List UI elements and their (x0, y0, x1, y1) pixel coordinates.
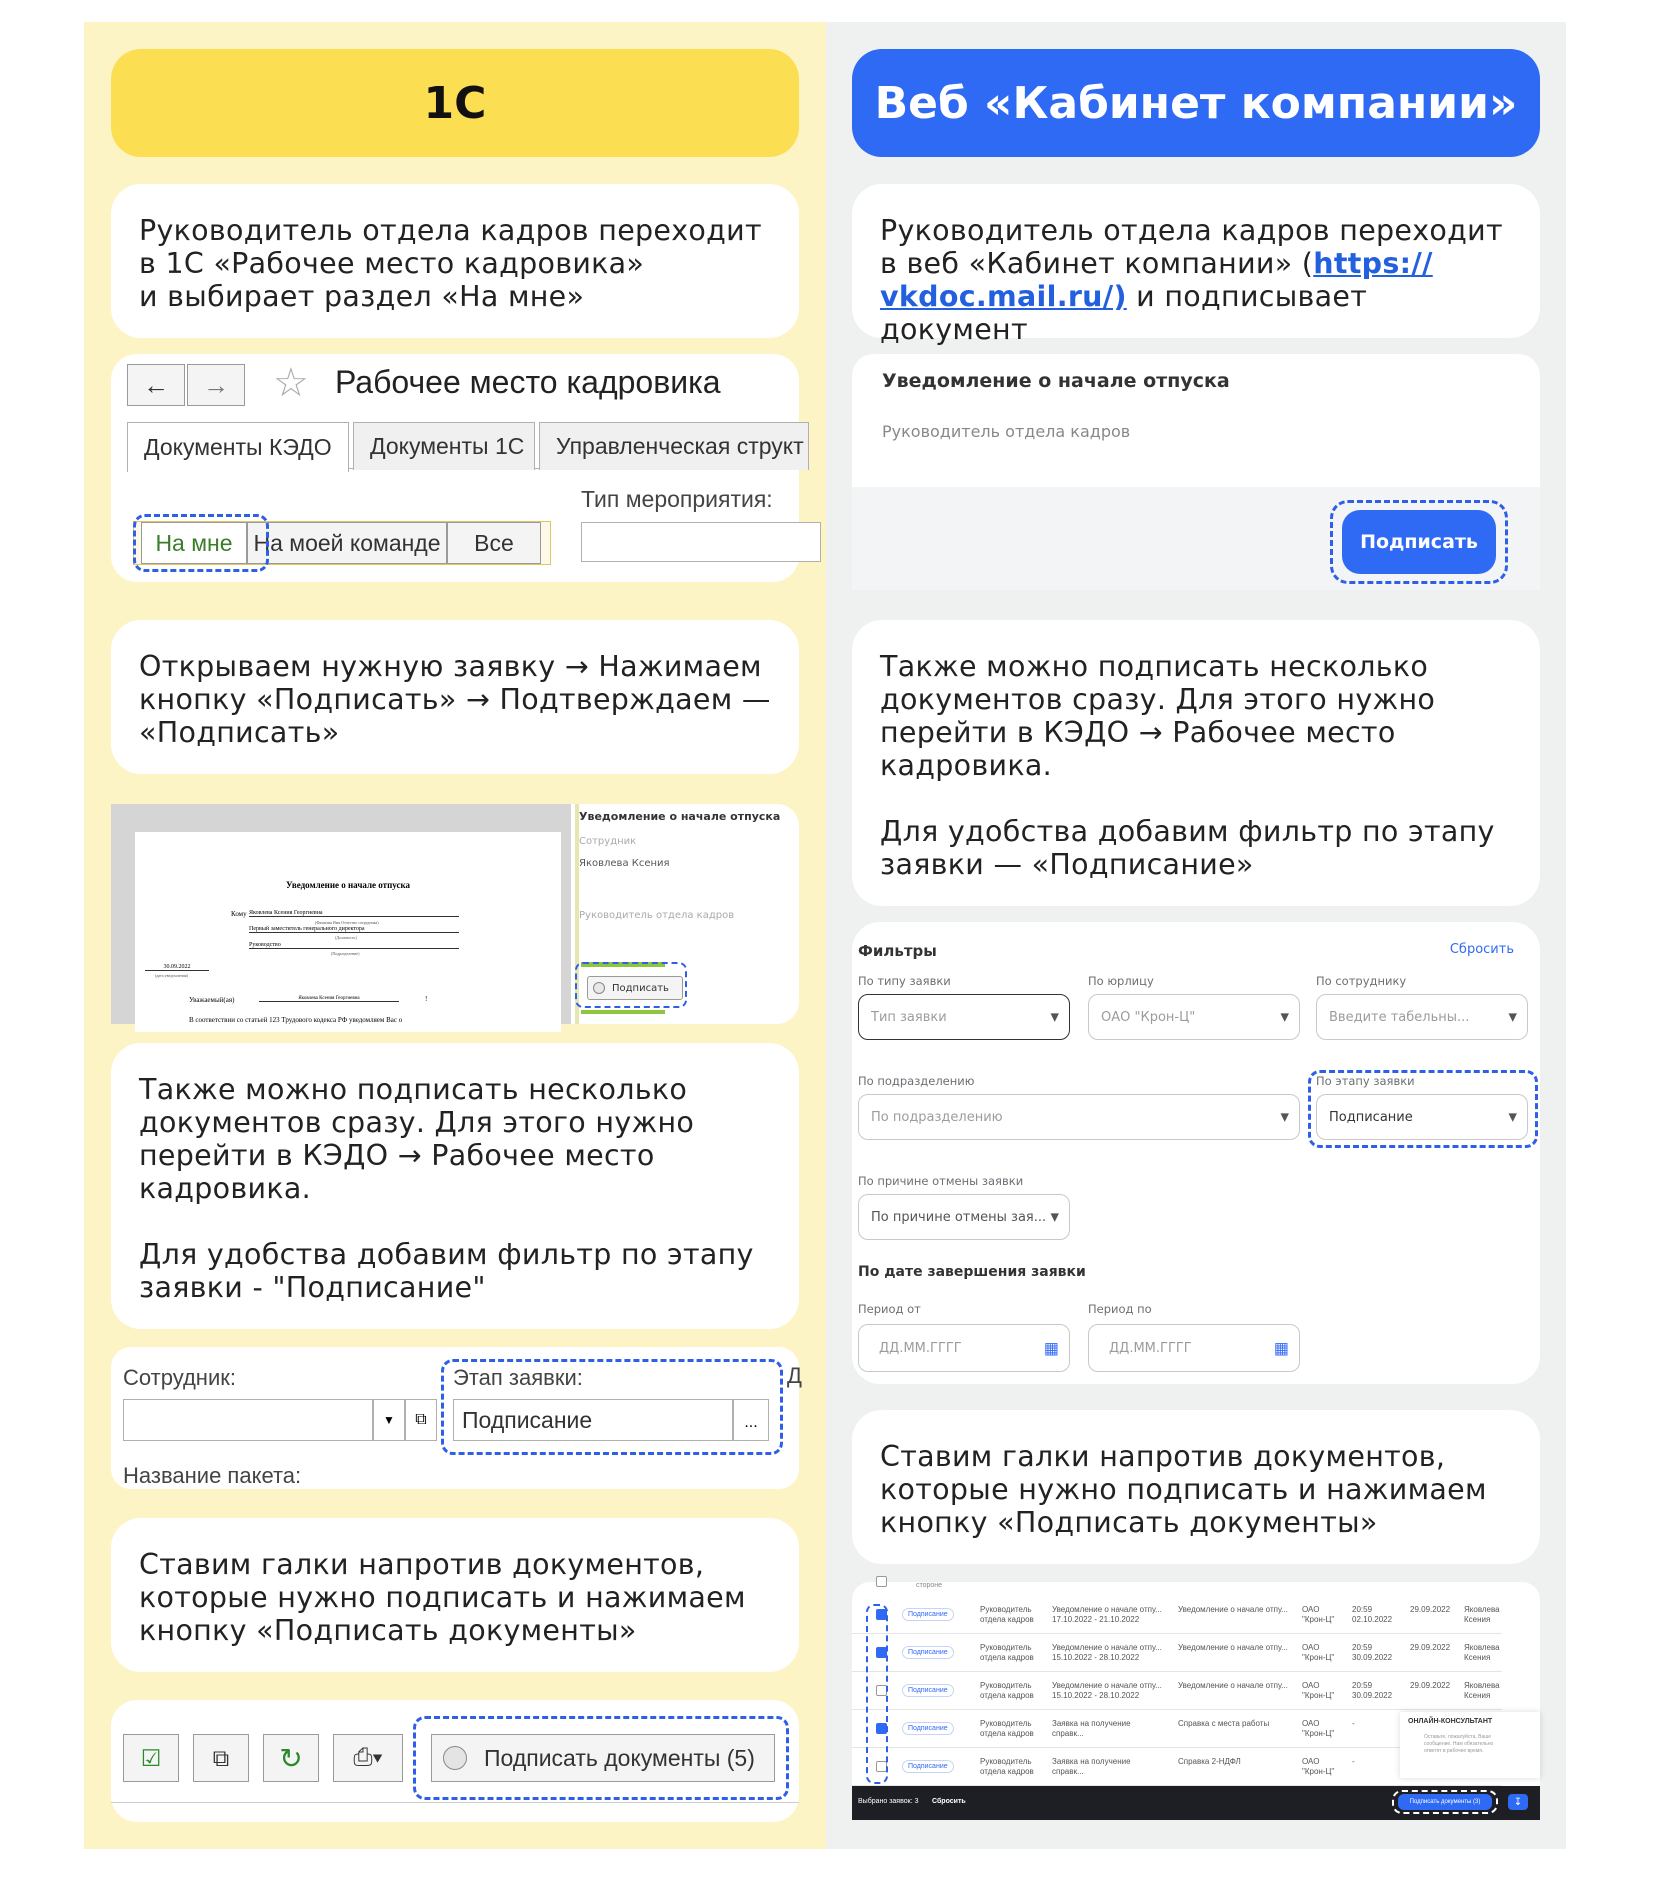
highlight-checkboxes (866, 1604, 888, 1784)
step-1c-3-card (111, 1043, 799, 1329)
notice-role: Руководитель отдела кадров (882, 422, 1131, 441)
filter-my-team[interactable]: На моей команде (247, 522, 447, 564)
step-1c-4-card (111, 1518, 799, 1672)
back-icon[interactable]: ← (127, 364, 185, 406)
step-1c-4-text: Ставим галки напротив документов, которые нужно подписать и нажимаем кнопку «Подписать документы» (139, 1548, 746, 1647)
stage-input[interactable]: Подписание (453, 1399, 733, 1441)
stage-select-button[interactable]: ... (733, 1399, 769, 1441)
copy-icon[interactable]: ⧉ (193, 1734, 249, 1782)
open-icon[interactable]: ⧉ (405, 1399, 437, 1441)
filters-reset-link[interactable]: Сбросить (1449, 942, 1514, 957)
highlight-sign-documents-1c (413, 1716, 789, 1800)
chevron-down-icon: ▼ (1280, 1010, 1289, 1024)
tab-documents-kedo[interactable]: Документы КЭДО (127, 422, 349, 472)
screenshot-web-filters: Фильтры Сбросить По типу заявки Тип заявки ▼ По юрлицу ОАО "Крон-Ц" ▼ По сотруднику Введите табельны... ▼ По подразделению По подразделению ▼ По этапу заявки Подписание ▼ По причине отмены заявки По причине отмены зая... ▼ По дате завершения заявки Период от ДД.ММ.ГГГГ ▦ Период по ДД.ММ.ГГГГ ▦ (852, 922, 1540, 1384)
tab-documents-1c[interactable]: Документы 1С (353, 422, 535, 470)
refresh-icon[interactable]: ↻ (263, 1734, 319, 1782)
notice-title: Уведомление о начале отпуска (882, 370, 1230, 392)
stage-label: Этап заявки: (453, 1365, 583, 1390)
screenshot-web-notice (852, 354, 1540, 590)
filter-all[interactable]: Все (447, 522, 541, 564)
highlight-on-me (133, 514, 269, 572)
entity-select[interactable]: ОАО "Крон-Ц" ▼ (1088, 994, 1300, 1040)
filters-title: Фильтры (858, 942, 937, 960)
highlight-stage (441, 1359, 783, 1455)
star-icon[interactable]: ☆ (273, 361, 309, 405)
window-title: Рабочее место кадровика (335, 364, 721, 400)
screenshot-1c-workplace (111, 354, 804, 582)
document-page: Уведомление о начале отпуска Кому Яковлева Ксения Георгиевна (Фамилия Имя Отчество сотрудника) Первый заместитель генерального директора (Должность) Руководство (Подразделение) 30.09.2022 (дата уведомления) Уважаемый(ая) Яковлева Ксения Георгиевна ! В соответствии со статьей 123 Трудового кодекса РФ уведомляем Вас о (135, 832, 561, 1032)
step-web-3-text: Ставим галки напротив документов, которые нужно подписать и нажимаем кнопку «Подписать документы» (880, 1440, 1487, 1539)
sign-documents-button-1c[interactable]: Подписать документы (5) (431, 1734, 775, 1782)
date-from-input[interactable]: ДД.ММ.ГГГГ ▦ (858, 1324, 1070, 1372)
chevron-down-icon: ▼ (1508, 1110, 1517, 1124)
step-1c-1-text: Руководитель отдела кадров переходит в 1С «Рабочее место кадровика» и выбирает раздел «На мне» (139, 214, 762, 313)
step-web-1-card (852, 184, 1540, 346)
table-row[interactable]: Подписание Руководитель отдела кадров Заявка на получение справк... Справка с места работы ОАО "Крон-Ц" - (852, 1710, 1502, 1748)
sign-button-1c[interactable]: Подписать (587, 976, 683, 1000)
table-row[interactable]: Подписание Руководитель отдела кадров Уведомление о начале отпу... 15.10.2022 - 28.10.2022 Уведомление о начале отпу... ОАО "Крон-Ц" 20:59 30.09.2022 29.09.2022 Яковлева Ксения (852, 1634, 1502, 1672)
step-web-2-card (852, 620, 1540, 906)
screenshot-1c-document: Уведомление о начале отпуска Кому Яковлева Ксения Георгиевна (Фамилия Имя Отчество сотрудника) Первый заместитель генерального директора (Должность) Руководство (Подразделение) 30.09.2022 (дата уведомления) Уважаемый(ая) Яковлева Ксения Георгиевна ! В соответствии со статьей 123 Трудового кодекса РФ уведомляем Вас о Уведомление о начале отпуска Сотрудник Яковлева Ксения Руководитель отдела кадров Подписать (111, 804, 799, 1024)
stage-select[interactable]: Подписание ▼ (1316, 1094, 1528, 1140)
table-row[interactable]: Подписание Руководитель отдела кадров Уведомление о начале отпу... 15.10.2022 - 28.10.2022 Уведомление о начале отпу... ОАО "Крон-Ц" 20:59 30.09.2022 29.09.2022 Яковлева Ксения (852, 1672, 1502, 1710)
side-employee: Яковлева Ксения (579, 858, 670, 869)
event-type-label: Тип мероприятия: (581, 486, 773, 512)
tab-management-structure[interactable]: Управленческая структ (539, 422, 809, 470)
step-1c-3-text: Также можно подписать несколько документов сразу. Для этого нужно перейти в КЭДО → Рабочее место кадровика. Для удобства добавим фильтр по этапу заявки - "Подписание" (139, 1073, 754, 1304)
chevron-down-icon: ▼ (1280, 1110, 1289, 1124)
selection-bar: Выбрано заявок: 3 Сбросить Подписать документы (3) ↧ (852, 1786, 1540, 1820)
chevron-down-icon: ▼ (1508, 1010, 1517, 1024)
employee-label: Сотрудник: (123, 1365, 236, 1390)
selection-reset[interactable]: Сбросить (932, 1798, 966, 1805)
cancel-reason-select[interactable]: По причине отмены зая... ▼ (858, 1194, 1070, 1240)
online-consultant-widget[interactable]: ОНЛАЙН-КОНСУЛЬТАНТ Оставьте, пожалуйста, Ваше сообщение. Нам обязательно ответят в рабочее время. (1400, 1712, 1540, 1778)
screenshot-1c-toolbar (111, 1700, 799, 1822)
step-web-2-text: Также можно подписать несколько документов сразу. Для этого нужно перейти в КЭДО → Рабочее место кадровика. Для удобства добавим фильтр по этапу заявки — «Подписание» (880, 650, 1495, 881)
filter-on-me[interactable]: На мне (141, 522, 247, 564)
header-1c: 1С (111, 49, 799, 157)
chevron-down-icon: ▼ (1050, 1010, 1059, 1024)
table-row[interactable]: Подписание Руководитель отдела кадров Заявка на получение справк... Справка 2-НДФЛ ОАО "Крон-Ц" - (852, 1748, 1502, 1786)
highlight-sign-web (1330, 500, 1508, 584)
side-title: Уведомление о начале отпуска (579, 810, 781, 823)
step-1c-2-card (111, 620, 799, 774)
header-web: Веб «Кабинет компании» (852, 49, 1540, 157)
highlight-sign-1c (575, 962, 687, 1008)
cabinet-link[interactable]: https:// vkdoc.mail.ru/) (880, 247, 1433, 313)
calendar-icon[interactable]: ▦ (1043, 1338, 1059, 1358)
chevron-down-icon: ▼ (1050, 1210, 1059, 1224)
sign-documents-button-web[interactable]: Подписать документы (3) (1398, 1794, 1492, 1810)
event-type-input[interactable] (581, 522, 821, 562)
calendar-icon[interactable]: ▦ (1273, 1338, 1289, 1358)
step-web-1-text: Руководитель отдела кадров переходит в веб «Кабинет компании» (https:// vkdoc.mail.ru/) и подписывает документ (880, 214, 1503, 346)
select-all-icon[interactable]: ☑ (123, 1734, 179, 1782)
department-select[interactable]: По подразделению ▼ (858, 1094, 1300, 1140)
date-to-input[interactable]: ДД.ММ.ГГГГ ▦ (1088, 1324, 1300, 1372)
package-label: Название пакета: (123, 1463, 302, 1488)
document-title: Уведомление о начале отпуска (285, 880, 411, 890)
screenshot-web-table: стороне Подписание Руководитель отдела кадров Уведомление о начале отпу... 17.10.2022 - 21.10.2022 Уведомление о начале отпу... ОАО "Крон-Ц" 20:59 02.10.2022 29.09.2022 Яковлева Ксения Подписание Руководитель отдела кадров Уведомление о начале отпу... 15.10.2022 - 28.10.2022 Уведомление о начале отпу... ОАО "Крон-Ц" 20:59 30.09.2022 29.09.2022 Яковлева Ксения Подписание Руководитель отдела кадров Уведомление о начале отпу... 15.10.2022 - 28.10.2022 Уведомление о начале отпу... ОАО "Крон-Ц" 20:59 30.09.2022 29.09.2022 Яковлева Ксения Подписание Руководитель отдела кадров Заявка на получение справк... Справка с места работы ОАО "Крон-Ц" - Подписание Руководитель отдела кадров Заявка на получение справк... Справка 2-НДФЛ ОАО "Крон-Ц" - ОНЛАЙН-КОНСУЛЬТАНТ Оставьте, пожалуйста, Ваше сообщение. Нам обязательно ответят в рабочее время. Выбрано заявок: 3 Сбросить Подписать документы (3) ↧ (852, 1582, 1540, 1820)
type-select[interactable]: Тип заявки ▼ (858, 994, 1070, 1040)
highlight-stage-web (1308, 1070, 1538, 1148)
date-filter-title: По дате завершения заявки (858, 1264, 1086, 1280)
sign-button-web[interactable]: Подписать (1342, 510, 1496, 574)
download-icon[interactable]: ↧ (1508, 1794, 1528, 1810)
step-web-3-card (852, 1410, 1540, 1564)
employee-input[interactable] (123, 1399, 373, 1441)
print-icon[interactable]: ⎙▾ (333, 1734, 403, 1782)
step-1c-2-text: Открываем нужную заявку → Нажимаем кнопку «Подписать» → Подтверждаем — «Подписать» (139, 650, 771, 749)
table-row[interactable]: Подписание Руководитель отдела кадров Уведомление о начале отпу... 17.10.2022 - 21.10.2022 Уведомление о начале отпу... ОАО "Крон-Ц" 20:59 02.10.2022 29.09.2022 Яковлева Ксения (852, 1596, 1502, 1634)
chevron-down-icon[interactable]: ▼ (373, 1399, 405, 1441)
screenshot-1c-filter: Сотрудник: ▼ ⧉ Название пакета: Этап заявки: Подписание ... Д (111, 1347, 799, 1489)
forward-icon[interactable]: → (187, 364, 245, 406)
step-1c-1-card (111, 184, 799, 338)
employee-select[interactable]: Введите табельны... ▼ (1316, 994, 1528, 1040)
